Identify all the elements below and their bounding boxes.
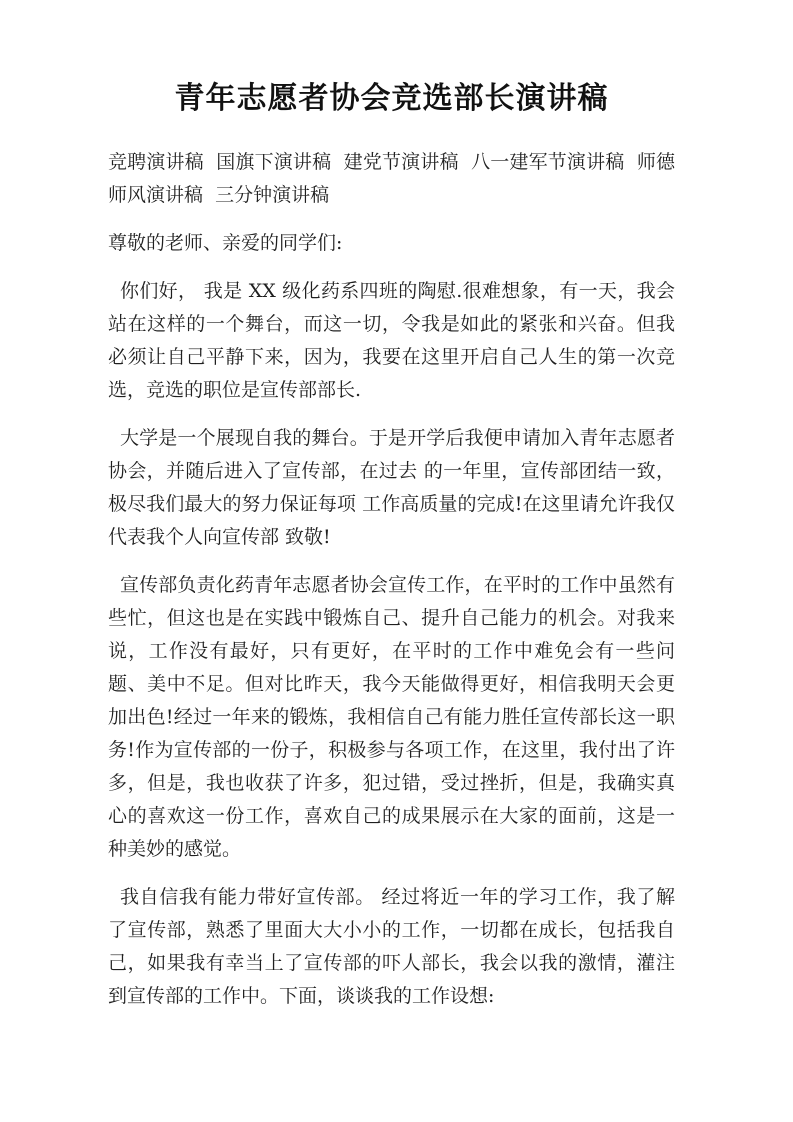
document-title: 青年志愿者协会竞选部长演讲稿: [174, 81, 609, 116]
paragraph-confidence: 我自信我有能力带好宣传部。 经过将近一年的学习工作，我了解了宣传部，熟悉了里面大大小小的工作，一切都在成长，包括我自己，如果我有幸当上了宣传部的吓人部长，我会以我的激情，灌注到宣传部的工作中。下面，谈谈我的工作设想:: [108, 885, 675, 1007]
salutation: 尊敬的老师、亲爱的同学们:: [108, 231, 343, 254]
paragraph-joining-association: 大学是一个展现自我的舞台。于是开学后我便申请加入青年志愿者协会，并随后进入了宣传部，在过去 的一年里，宣传部团结一致，极尽我们最大的努力保证每项 工作高质量的完成!在这里请允许我仅代表我个人向宣传部 致敬!: [108, 426, 675, 548]
paragraph-work-experience: 宣传部负责化药青年志愿者协会宣传工作，在平时的工作中虽然有些忙，但这也是在实践中锻炼自己、提升自己能力的机会。对我来说，工作没有最好，只有更好，在平时的工作中难免会有一些问题、美中不足。但对比昨天，我今天能做得更好，相信我明天会更加出色!经过一年来的锻炼，我相信自己有能力胜任宣传部长这一职务!作为宣传部的一份子，积极参与各项工作，在这里，我付出了许多，但是，我也收获了许多，犯过错，受过挫折，但是，我确实真心的喜欢这一份工作，喜欢自己的成果展示在大家的面前，这是一种美妙的感觉。: [108, 573, 675, 860]
keyword-tags: 竞聘演讲稿 国旗下演讲稿 建党节演讲稿 八一建军节演讲稿 师德师风演讲稿 三分钟演讲稿: [108, 150, 675, 206]
paragraph-introduction: 你们好， 我是 XX 级化药系四班的陶慰.很难想象，有一天，我会站在这样的一个舞台，而这一切，令我是如此的紧张和兴奋。但我必须让自己平静下来，因为，我要在这里开启自己人生的第一次竞选，竞选的职位是宣传部部长.: [108, 279, 675, 401]
